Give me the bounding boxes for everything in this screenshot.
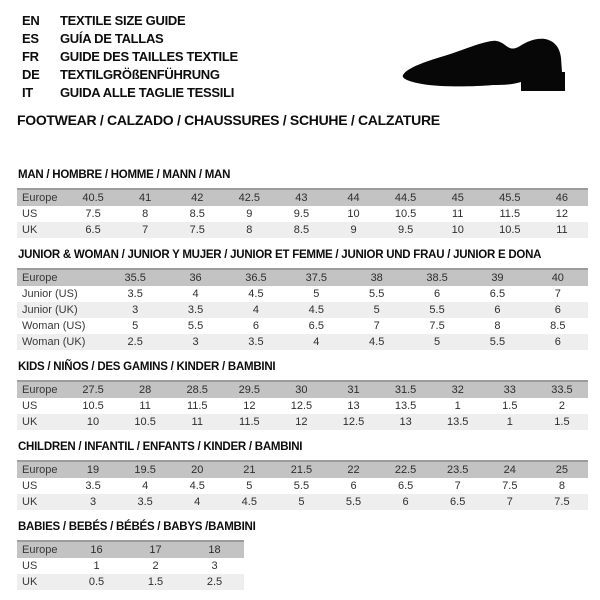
language-label: GUIDE DES TAILLES TEXTILE xyxy=(60,49,238,64)
size-cell: 11 xyxy=(139,400,151,412)
size-cell: 3 xyxy=(211,560,218,572)
size-cell: 25 xyxy=(555,464,569,476)
size-cell: 7.5 xyxy=(554,496,570,508)
size-cell: 8 xyxy=(142,208,149,220)
size-cell: 6.5 xyxy=(397,480,414,492)
size-cell: 0.5 xyxy=(88,576,105,588)
row-label: Junior (US) xyxy=(22,288,78,300)
language-label: TEXTILGRÖßENFÜHRUNG xyxy=(60,67,220,82)
size-cell: 2 xyxy=(558,400,565,412)
size-cell: 4.5 xyxy=(241,496,257,508)
size-cell: 4 xyxy=(192,288,199,300)
table-row xyxy=(17,334,588,350)
size-cell: 24 xyxy=(503,464,516,476)
size-cell: 5 xyxy=(246,480,253,492)
size-table-section xyxy=(17,361,588,430)
size-cell: 19.5 xyxy=(134,464,156,476)
language-code: FR xyxy=(22,49,39,64)
row-label: Woman (US) xyxy=(22,320,86,332)
size-cell: 6 xyxy=(554,336,561,348)
size-cell: 7 xyxy=(454,480,461,492)
size-cell: 11.5 xyxy=(186,400,208,412)
size-cell: 41 xyxy=(139,192,152,204)
size-cell: 7.5 xyxy=(85,208,101,220)
size-cell: 10.5 xyxy=(499,224,521,236)
size-cell: 22.5 xyxy=(394,464,417,476)
size-cell: 5 xyxy=(298,496,305,508)
size-cell: 36.5 xyxy=(245,272,267,284)
language-label: GUÍA DE TALLAS xyxy=(60,31,164,46)
row-label: Woman (UK) xyxy=(22,336,86,348)
size-cell: 5 xyxy=(434,336,441,348)
size-cell: 6.5 xyxy=(308,320,324,332)
size-cell: 22 xyxy=(347,464,360,476)
table-row xyxy=(17,286,588,302)
size-cell: 5 xyxy=(373,304,380,316)
size-cell: 5 xyxy=(313,288,320,300)
table-row xyxy=(17,478,588,494)
size-cell: 2.5 xyxy=(206,576,223,588)
size-cell: 9.5 xyxy=(397,224,414,236)
size-cell: 7.5 xyxy=(429,320,445,332)
size-table xyxy=(17,540,244,590)
size-cell: 13 xyxy=(347,400,360,412)
size-cell: 3.5 xyxy=(248,336,264,348)
size-cell: 9 xyxy=(350,224,357,236)
table-row xyxy=(17,398,588,414)
size-tables xyxy=(17,169,588,590)
size-cell: 6.5 xyxy=(85,224,101,236)
size-cell: 5.5 xyxy=(489,336,506,348)
size-cell: 11 xyxy=(451,208,464,220)
size-cell: 11 xyxy=(191,416,203,428)
size-table-section xyxy=(17,441,588,510)
size-cell: 23.5 xyxy=(446,464,469,476)
size-cell: 11 xyxy=(556,224,568,236)
size-table xyxy=(17,460,588,510)
size-cell: 40.5 xyxy=(82,192,104,204)
size-cell: 13 xyxy=(399,416,412,428)
size-cell: 28.5 xyxy=(186,384,208,396)
size-cell: 2 xyxy=(152,560,159,572)
size-cell: 1 xyxy=(93,560,100,572)
size-table xyxy=(17,188,588,238)
row-label: Europe xyxy=(22,544,58,556)
size-cell: 5 xyxy=(132,320,139,332)
row-label: Europe xyxy=(22,464,58,476)
size-cell: 6 xyxy=(434,288,441,300)
size-cell: 42.5 xyxy=(238,192,261,204)
size-cell: 6 xyxy=(252,320,259,332)
row-label: US xyxy=(22,560,38,572)
row-label: UK xyxy=(22,416,38,428)
size-cell: 13.5 xyxy=(446,416,469,428)
size-cell: 7.5 xyxy=(502,480,518,492)
size-cell: 6 xyxy=(494,304,501,316)
size-cell: 4 xyxy=(252,304,259,316)
size-cell: 1 xyxy=(454,400,461,412)
table-row xyxy=(17,461,588,478)
table-title: MAN / HOMBRE / HOMME / MANN / MAN xyxy=(18,169,231,181)
size-cell: 27.5 xyxy=(82,384,104,396)
size-cell: 1.5 xyxy=(147,576,164,588)
language-label: GUIDA ALLE TAGLIE TESSILI xyxy=(60,85,235,100)
size-cell: 8 xyxy=(494,320,501,332)
language-code: ES xyxy=(22,31,39,46)
table-row xyxy=(17,558,244,574)
size-cell: 3 xyxy=(132,304,139,316)
table-row xyxy=(17,189,588,206)
size-cell: 35.5 xyxy=(124,272,146,284)
size-cell: 7.5 xyxy=(189,224,205,236)
size-cell: 3.5 xyxy=(127,288,143,300)
size-cell: 43 xyxy=(295,192,308,204)
size-cell: 4.5 xyxy=(369,336,385,348)
size-cell: 4 xyxy=(313,336,320,348)
size-cell: 45.5 xyxy=(499,192,521,204)
size-cell: 5.5 xyxy=(187,320,204,332)
size-cell: 3.5 xyxy=(137,496,153,508)
size-cell: 46 xyxy=(555,192,569,204)
table-title: CHILDREN / INFANTIL / ENFANTS / KINDER / BAMBINI xyxy=(18,441,303,453)
size-cell: 5.5 xyxy=(369,288,385,300)
size-cell: 10 xyxy=(86,416,100,428)
size-cell: 18 xyxy=(208,544,221,556)
size-cell: 4.5 xyxy=(248,288,264,300)
size-cell: 29.5 xyxy=(238,384,261,396)
size-cell: 32 xyxy=(451,384,464,396)
table-row xyxy=(17,206,588,222)
size-cell: 4.5 xyxy=(308,304,324,316)
row-label: Europe xyxy=(22,272,58,284)
size-cell: 12 xyxy=(243,400,256,412)
size-cell: 3.5 xyxy=(187,304,204,316)
size-cell: 42 xyxy=(191,192,204,204)
size-cell: 1.5 xyxy=(554,416,570,428)
size-cell: 21 xyxy=(243,464,256,476)
size-cell: 28 xyxy=(139,384,152,396)
size-cell: 39 xyxy=(491,272,504,284)
size-cell: 3.5 xyxy=(85,480,101,492)
size-cell: 33.5 xyxy=(551,384,573,396)
size-cell: 5.5 xyxy=(345,496,362,508)
row-label: UK xyxy=(22,224,38,236)
row-label: Junior (UK) xyxy=(22,304,78,316)
size-cell: 21.5 xyxy=(290,464,313,476)
size-cell: 9 xyxy=(246,208,253,220)
size-cell: 5.5 xyxy=(429,304,445,316)
size-cell: 44 xyxy=(347,192,360,204)
size-cell: 8 xyxy=(246,224,253,236)
size-cell: 7 xyxy=(506,496,513,508)
table-row xyxy=(17,494,588,510)
size-cell: 37.5 xyxy=(305,272,328,284)
size-cell: 10 xyxy=(451,224,464,236)
size-cell: 44.5 xyxy=(394,192,417,204)
size-cell: 11.5 xyxy=(239,416,260,428)
table-row xyxy=(17,381,588,398)
size-cell: 40 xyxy=(551,272,564,284)
table-row xyxy=(17,222,588,238)
table-row xyxy=(17,574,244,590)
language-code: IT xyxy=(22,85,33,100)
table-title: JUNIOR & WOMAN / JUNIOR Y MUJER / JUNIOR ET FEMME / JUNIOR UND FRAU / JUNIOR E DONA xyxy=(18,249,542,261)
size-cell: 7 xyxy=(142,224,149,236)
size-cell: 5.5 xyxy=(293,480,310,492)
size-cell: 12.5 xyxy=(290,400,313,412)
size-cell: 8.5 xyxy=(189,208,205,220)
size-table-section xyxy=(17,521,588,590)
size-table xyxy=(17,380,588,430)
size-cell: 1 xyxy=(506,416,513,428)
category-heading: FOOTWEAR / CALZADO / CHAUSSURES / SCHUHE / CALZATURE xyxy=(17,112,440,128)
size-cell: 8.5 xyxy=(550,320,566,332)
size-cell: 3 xyxy=(89,496,97,508)
size-cell: 16 xyxy=(90,544,103,556)
size-cell: 30 xyxy=(295,384,308,396)
language-code: EN xyxy=(22,13,40,28)
size-cell: 4 xyxy=(142,480,149,492)
language-label: TEXTILE SIZE GUIDE xyxy=(60,13,186,28)
table-title: BABIES / BEBÉS / BÉBÉS / BABYS /BAMBINI xyxy=(18,521,256,533)
size-cell: 10.5 xyxy=(134,416,156,428)
size-cell: 6 xyxy=(402,496,409,508)
size-cell: 10.5 xyxy=(394,208,417,220)
size-cell: 8 xyxy=(558,480,565,492)
table-row xyxy=(17,269,588,286)
size-table-section xyxy=(17,249,588,350)
size-cell: 3 xyxy=(192,336,199,348)
size-cell: 6.5 xyxy=(450,496,466,508)
size-cell: 4 xyxy=(194,496,201,508)
size-cell: 12 xyxy=(555,208,569,220)
size-cell: 6.5 xyxy=(489,288,506,300)
table-row xyxy=(17,541,244,558)
size-cell: 20 xyxy=(191,464,204,476)
dress-shoe-icon xyxy=(398,33,574,95)
size-cell: 38.5 xyxy=(426,272,448,284)
size-cell: 11.5 xyxy=(499,208,521,220)
row-label: UK xyxy=(22,496,38,508)
size-cell: 7 xyxy=(373,320,380,332)
size-cell: 17 xyxy=(149,544,162,556)
size-cell: 6 xyxy=(554,304,561,316)
size-cell: 7 xyxy=(554,288,561,300)
size-cell: 33 xyxy=(503,384,516,396)
table-row xyxy=(17,414,588,430)
size-cell: 19 xyxy=(86,464,100,476)
size-table xyxy=(17,268,588,350)
size-cell: 13.5 xyxy=(394,400,417,412)
row-label: Europe xyxy=(22,192,58,204)
size-cell: 38 xyxy=(370,272,383,284)
size-cell: 9.5 xyxy=(293,208,310,220)
size-cell: 2.5 xyxy=(127,336,143,348)
size-cell: 4.5 xyxy=(189,480,205,492)
table-title: KIDS / NIÑOS / DES GAMINS / KINDER / BAMBINI xyxy=(18,361,276,373)
language-code: DE xyxy=(22,67,40,82)
size-cell: 31.5 xyxy=(394,384,417,396)
row-label: US xyxy=(22,480,38,492)
size-cell: 12.5 xyxy=(342,416,365,428)
row-label: US xyxy=(22,400,38,412)
size-cell: 8.5 xyxy=(293,224,310,236)
size-cell: 1.5 xyxy=(502,400,518,412)
size-cell: 10.5 xyxy=(82,400,104,412)
size-table-section xyxy=(17,169,588,238)
size-cell: 31 xyxy=(347,384,360,396)
size-cell: 12 xyxy=(295,416,308,428)
size-cell: 45 xyxy=(451,192,464,204)
size-cell: 36 xyxy=(189,272,202,284)
table-row xyxy=(17,302,588,318)
table-row xyxy=(17,318,588,334)
row-label: Europe xyxy=(22,384,58,396)
row-label: US xyxy=(22,208,38,220)
size-cell: 10 xyxy=(347,208,360,220)
language-row xyxy=(22,12,588,30)
row-label: UK xyxy=(22,576,38,588)
size-cell: 6 xyxy=(350,480,357,492)
